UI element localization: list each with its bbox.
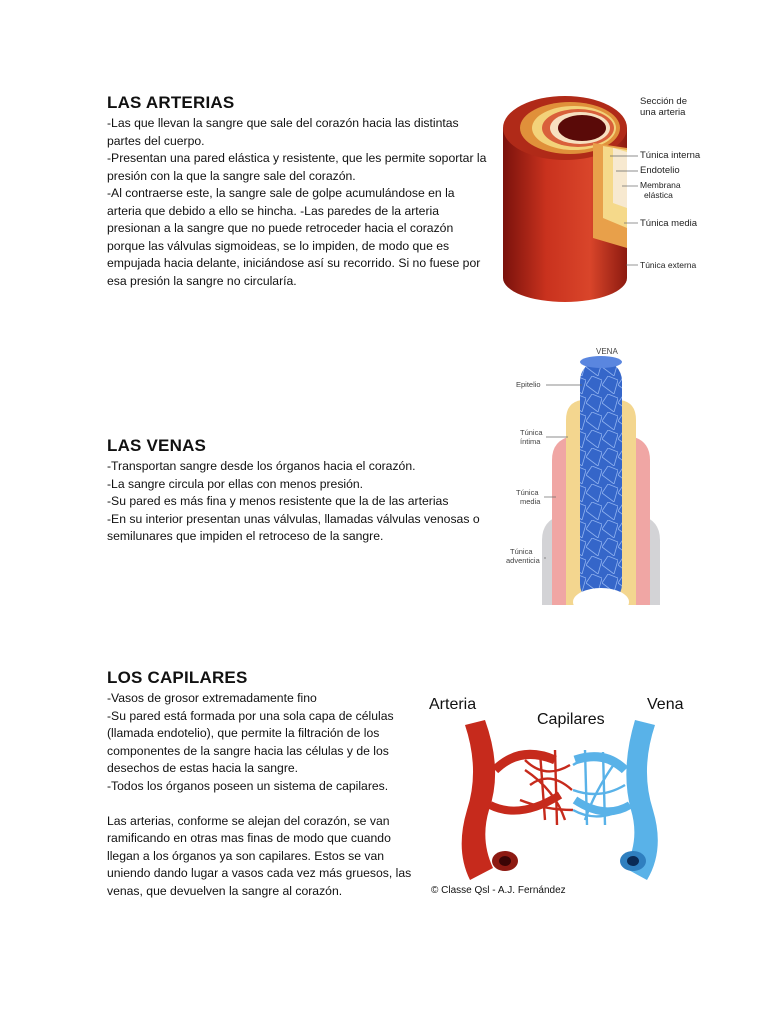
cap-label-vena: Vena (647, 696, 684, 713)
artery-title-line2: una arteria (640, 107, 686, 118)
arterias-section (107, 93, 492, 290)
vein-label-epitelio: Epitelio (516, 380, 541, 389)
artery-label-membrana: Membrana (640, 180, 681, 190)
venas-text: -Transportan sangre desde los órganos hacia el corazón. -La sangre circula por ellas con menos presión. -Su pared es más fina y menos resistente que la de las arterias -En su interior presentan unas válvulas, llamadas válvulas venosas o semilunares que impiden el retroceso de la sangre. (107, 459, 480, 543)
vein-label-tunica-2: Túnica (516, 488, 539, 497)
cap-credit: © Classe Qsl - A.J. Fernández (431, 885, 566, 896)
cap-label-capilares: Capilares (537, 711, 605, 728)
artery-label-endotelio: Endotelio (640, 165, 680, 176)
artery-label-elastica: elástica (644, 190, 673, 200)
vein-label-intima: íntima (520, 437, 541, 446)
arterias-text: -Las que llevan la sangre que sale del corazón hacia las distintas partes del cuerpo. -Presentan una pared elástica y resistente, que les permite soportar la presión con la que la sangre sale del corazón. -Al contraerse este, la sangre sale de golpe acumulándose en la arteria que debido a ello se hincha. -Las paredes de la arteria presionan a la sangre que no puede retroceder hacia el corazón porque las válvulas sigmoideas, se lo impiden, de modo que es empujada hacia delante, iniciándose así su recorrido. Si no fuese por esa presión la sangre no circularía. (107, 116, 487, 288)
vein-label-media: media (520, 497, 541, 506)
vein-illustration (506, 340, 696, 610)
artery-label-tunica-interna: Túnica interna (640, 150, 701, 161)
capilares-text: -Vasos de grosor extremadamente fino -Su pared está formada por una sola capa de células (llamada endotelio), que permite la filtración de los componentes de la sangre hacia las células y de los desechos de estas hacia la sangre. -Todos los órganos poseen un sistema de capilares. Las arterias, conforme se alejan del corazón, se van ramificando en otras mas finas de modo que cuando llegan a los órganos ya son capilares. Estos se van uniendo dando lugar a vasos cada vez más gruesos, las venas, que devuelven la sangre al corazón. (107, 691, 412, 898)
artery-illustration (498, 88, 713, 310)
cap-label-arteria: Arteria (429, 696, 477, 713)
venas-heading: LAS VENAS (107, 436, 207, 455)
capilares-heading: LOS CAPILARES (107, 668, 248, 687)
capilares-section (107, 668, 417, 900)
vein-label-tunica-3: Túnica (510, 547, 533, 556)
capillaries-illustration (425, 690, 705, 900)
artery-label-tunica-externa: Túnica externa (640, 260, 697, 270)
arterias-heading: LAS ARTERIAS (107, 93, 235, 112)
vein-title: VENA (596, 347, 618, 356)
artery-title-line1: Sección de (640, 96, 688, 107)
vein-label-tunica-1: Túnica (520, 428, 543, 437)
artery-label-tunica-media: Túnica media (640, 218, 698, 229)
vein-label-adventicia: adventicia (506, 556, 540, 565)
venas-section (107, 436, 502, 546)
